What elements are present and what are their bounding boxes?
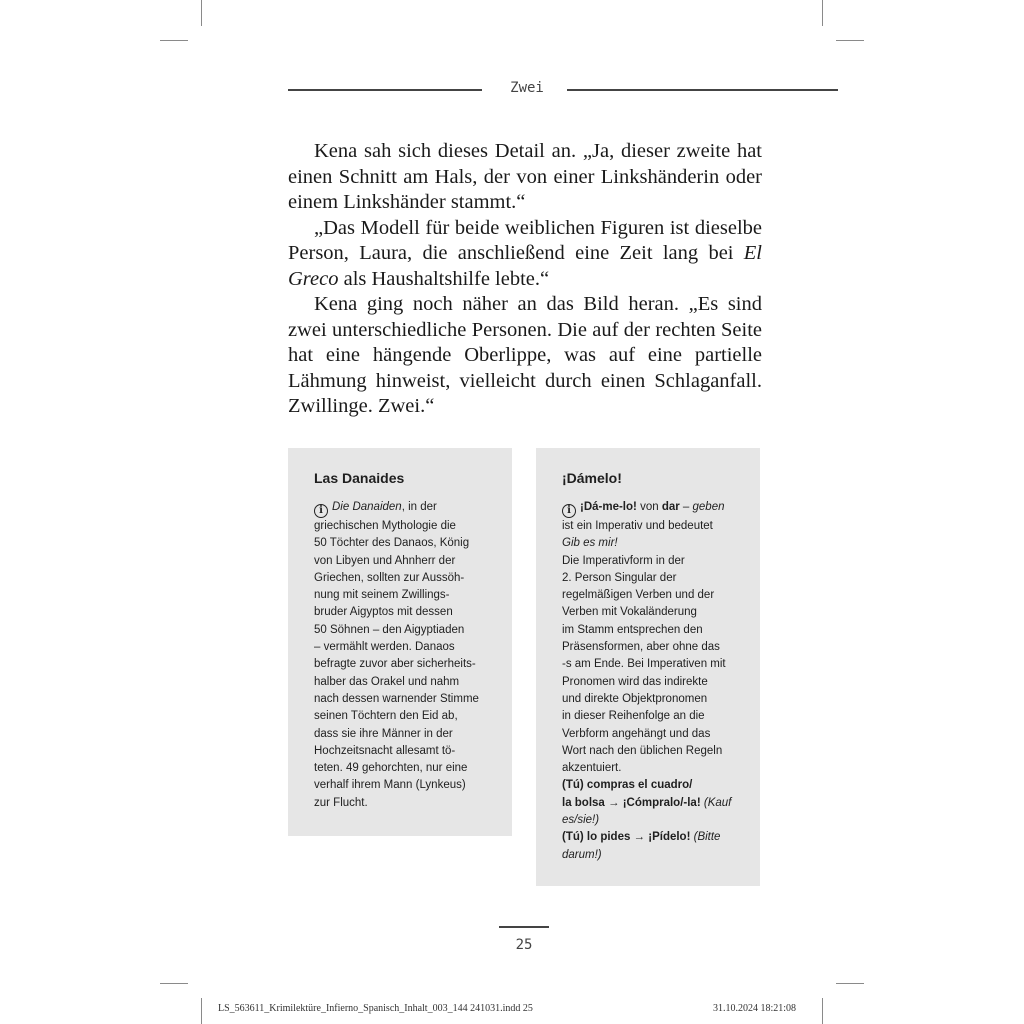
crop-mark — [822, 998, 823, 1024]
paragraph-1: Kena sah sich dieses Detail an. „Ja, dieser zweite hat einen Schnitt am Hals, der von einer Linkshänderin oder einem Linkshänder stammt.“ — [288, 140, 763, 213]
header-rule-right — [567, 89, 838, 91]
info-box-body: i ¡Dá-me-lo! von dar – geben ist ein Imperativ und bedeutet Gib es mir! Die Imperativform in der 2. Person Singular der regelmäßigen Verben und der Verben mit Vokaländerung im Stamm entsprechen den Präsensformen, aber ohne das -s am Ende. Bei Imperativen mit Pronomen wird das indirekte und direkte Objektpronomen in dieser Reihenfolge an die Verbform angehängt und das Wort nach den üblichen Regeln akzentuiert. (Tú) compras el cuadro/ la bolsa → ¡Cómpralo/-la! (Kauf es/sie!) (Tú) lo pides → ¡Pídelo! (Bitte darum!) — [562, 501, 732, 861]
info-box-title: ¡Dámelo! — [562, 470, 622, 486]
header-rule-left — [288, 89, 482, 91]
crop-mark — [201, 0, 202, 26]
running-head — [288, 80, 838, 100]
body-text — [288, 139, 762, 420]
crop-mark — [160, 40, 188, 41]
crop-mark — [836, 40, 864, 41]
print-slug-file: LS_563611_Krimilektüre_Infierno_Spanisch_Inhalt_003_144 241031.indd 25 — [218, 1003, 533, 1014]
paragraph-2: „Das Modell für beide weiblichen Figuren ist dieselbe Person, Laura, die anschließend eine Zeit lang bei El Greco als Haushaltshilfe lebte.“ — [288, 216, 762, 290]
info-box-title: Las Danaides — [314, 470, 405, 486]
chapter-title: Zwei — [510, 80, 544, 96]
crop-mark — [836, 983, 864, 984]
info-icon: i — [314, 504, 328, 518]
crop-mark — [160, 983, 188, 984]
crop-mark — [201, 998, 202, 1024]
info-box-damelo — [536, 448, 760, 886]
info-box-las-danaides — [288, 448, 512, 836]
info-box-body: i Die Danaiden, in der griechischen Mythologie die 50 Töchter des Danaos, König von Libyen und Ahnherr der Griechen, sollten zur Aussöh- nung mit seinem Zwillings- bruder Aigyptos mit dessen 50 Söhnen – den Aigyptiaden – vermählt werden. Danaos befragte zuvor aber sicherheits- halber das Orakel und nahm nach dessen warnender Stimme seinen Töchtern den Eid ab, dass sie ihre Männer in der Hochzeitsnacht allesamt tö- teten. 49 gehorchten, nur eine verhalf ihrem Mann (Lynkeus) zur Flucht. — [314, 501, 479, 809]
print-slug-timestamp: 31.10.2024 18:21:08 — [713, 1003, 797, 1014]
footer-rule — [499, 926, 549, 928]
page-number: 25 — [515, 937, 533, 953]
info-icon: i — [562, 504, 576, 518]
crop-mark — [822, 0, 823, 26]
paragraph-3: Kena ging noch näher an das Bild heran. „Es sind zwei unterschiedliche Personen. Die auf der rechten Seite hat eine hängende Oberlippe, was auf eine partielle Lähmung hinweist, vielleicht durch einen Schlaganfall. Zwillinge. Zwei.“ — [288, 293, 762, 417]
